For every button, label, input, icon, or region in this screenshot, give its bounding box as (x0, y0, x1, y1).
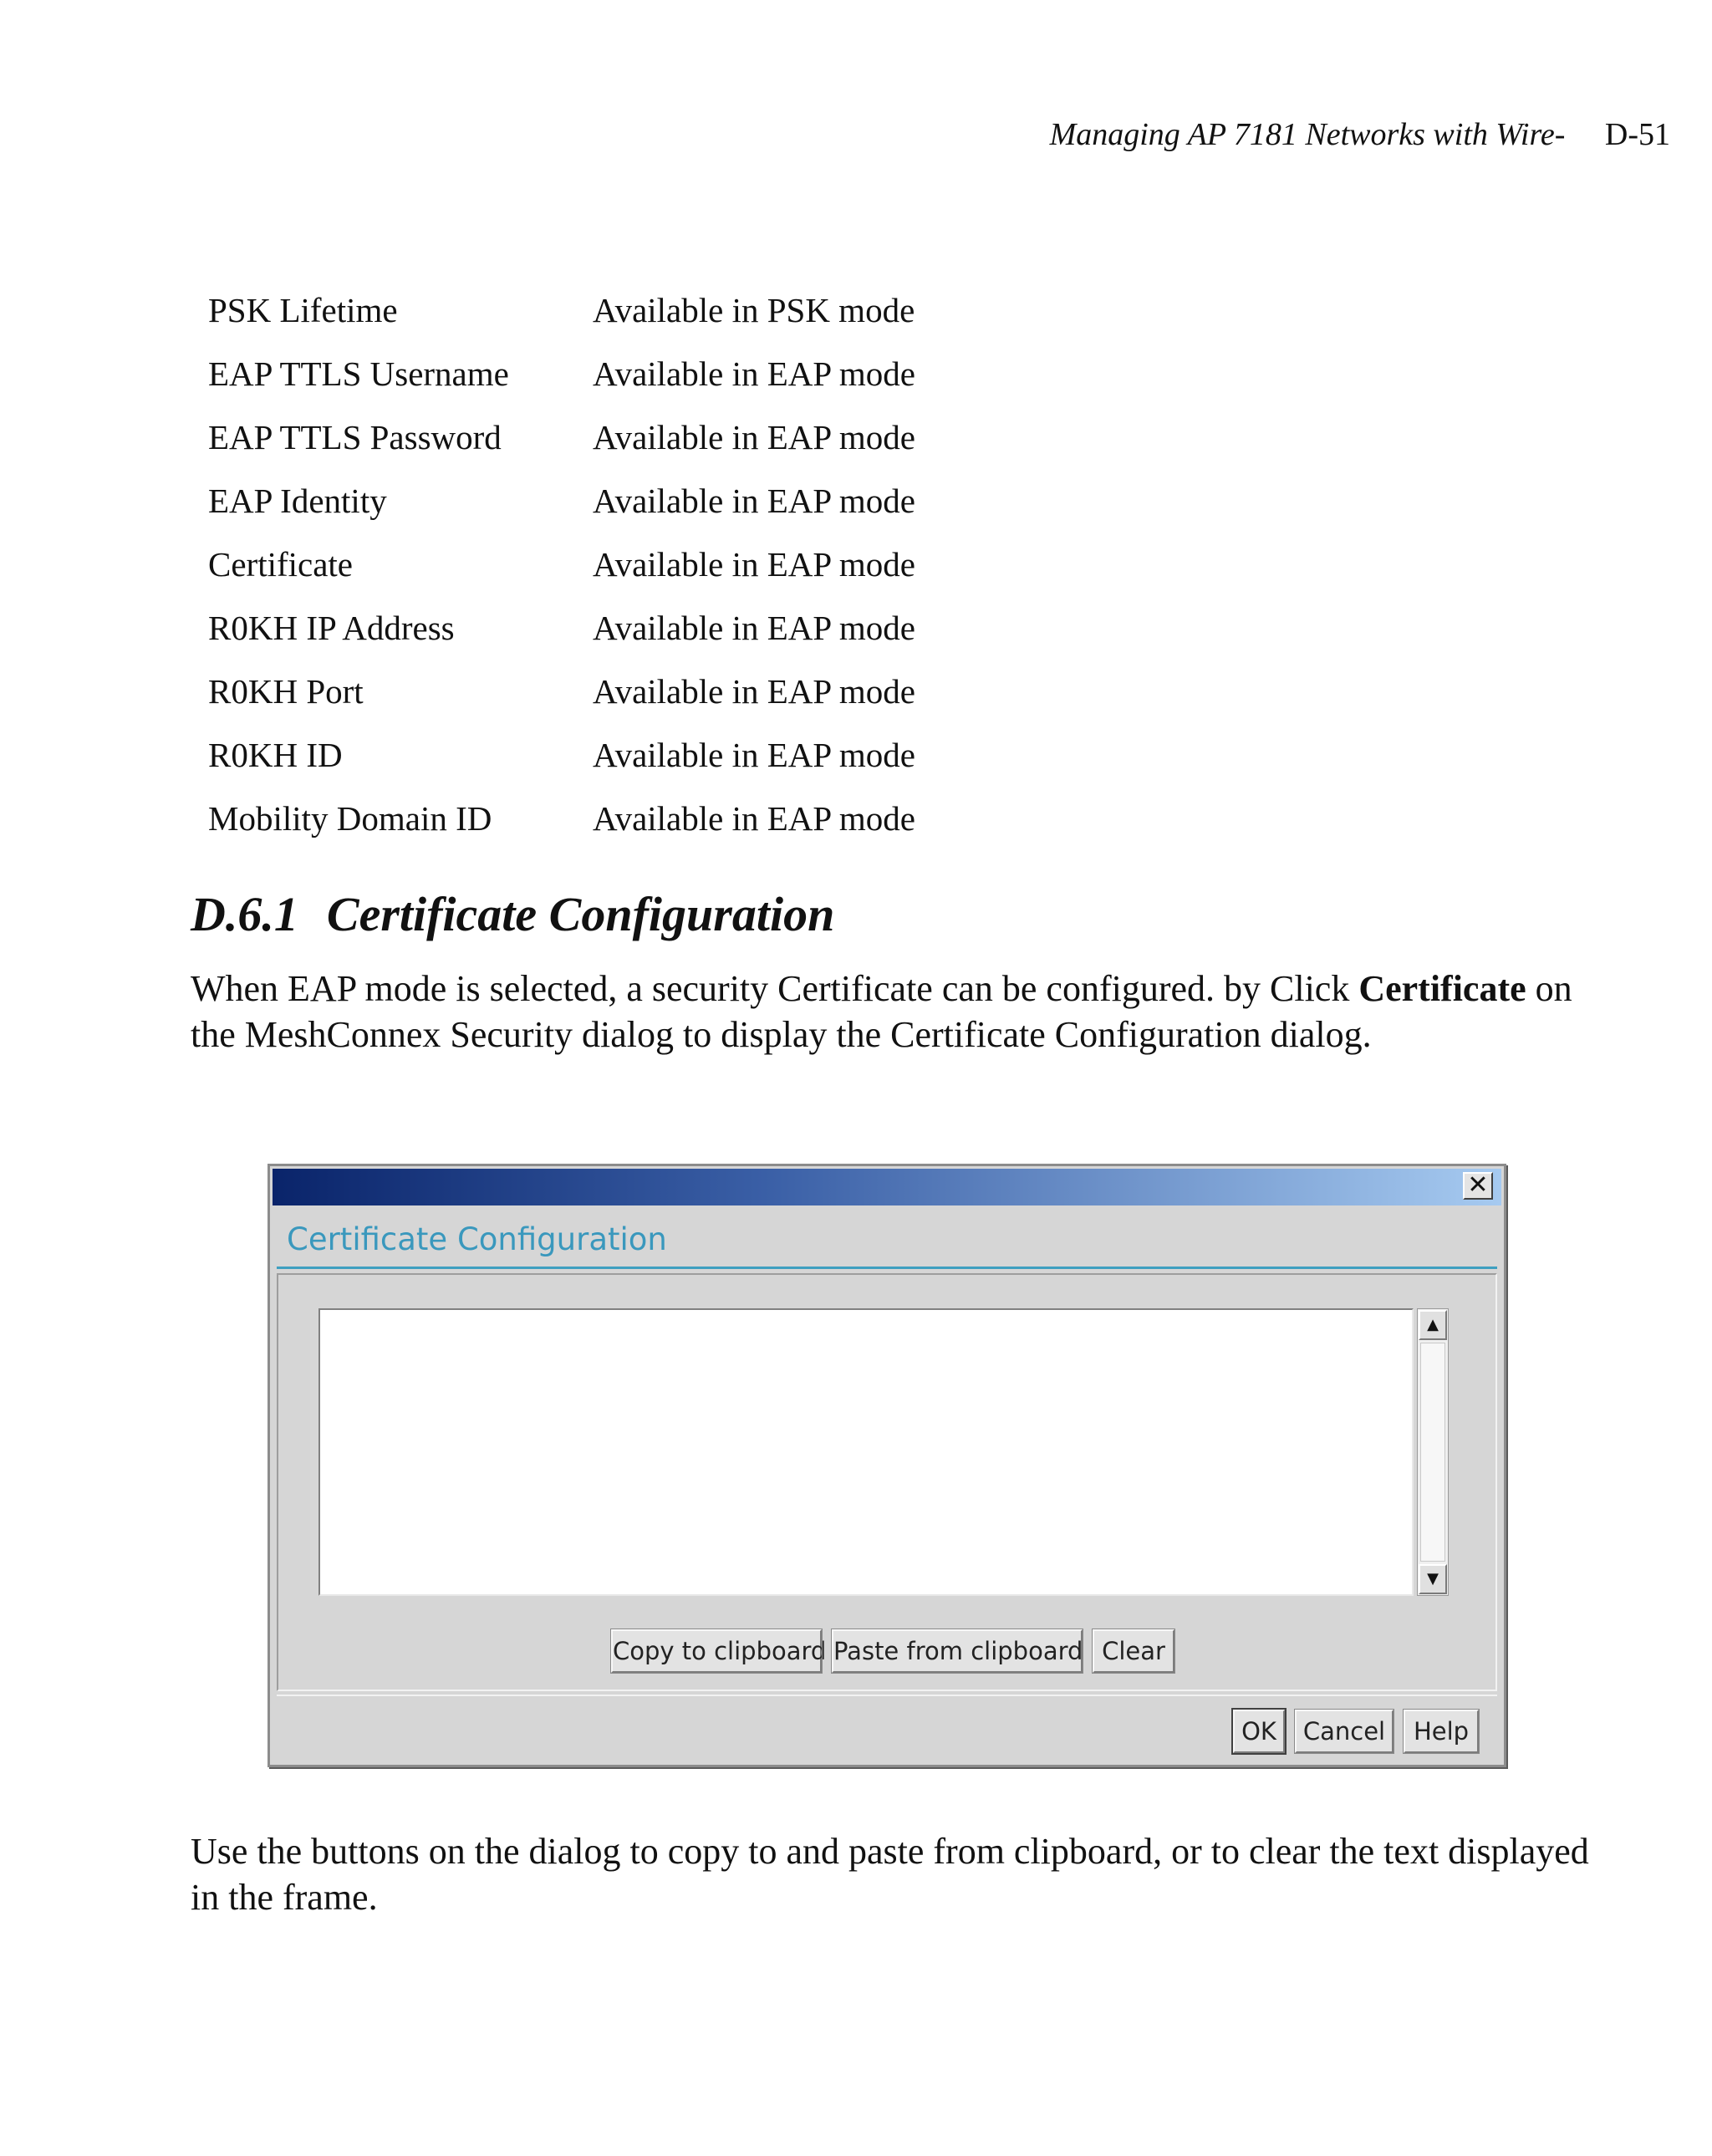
property-value: Available in EAP mode (593, 736, 915, 774)
certificate-text-area[interactable] (318, 1308, 1414, 1596)
property-name: Certificate (208, 545, 354, 584)
table-row (208, 342, 1044, 405)
panel-body (277, 1273, 1497, 1691)
running-header (1050, 114, 1670, 155)
section-heading (191, 883, 834, 946)
table-row (208, 787, 1044, 850)
table-row (208, 533, 1044, 596)
intro-text-start: When EAP mode is selected, a security Certificate can be configured. by Click (191, 968, 1359, 1009)
certificate-term: Certificate (1358, 968, 1526, 1009)
scroll-up-icon[interactable]: ▲ (1419, 1310, 1447, 1340)
cancel-button[interactable]: Cancel (1295, 1710, 1394, 1753)
help-button[interactable]: Help (1404, 1710, 1479, 1753)
table-row (208, 278, 1044, 342)
intro-paragraph (191, 966, 1595, 1058)
copy-to-clipboard-button[interactable]: Copy to clipboard (611, 1629, 822, 1673)
closing-paragraph: Use the buttons on the dialog to copy to and paste from clipboard, or to clear the text displayed in the frame. (191, 1831, 1589, 1918)
table-row (208, 723, 1044, 787)
property-name: EAP TTLS Password (208, 418, 502, 456)
vertical-scrollbar[interactable] (1417, 1308, 1449, 1596)
table-row (208, 660, 1044, 723)
property-name: R0KH IP Address (208, 609, 455, 647)
section-number: D.6.1 (191, 887, 298, 941)
property-name: PSK Lifetime (208, 291, 398, 329)
property-name: Mobility Domain ID (208, 799, 492, 838)
property-value: Available in EAP mode (593, 799, 915, 838)
panel-title: Certificate Configuration (287, 1221, 667, 1257)
intro-text-end: on the MeshConnex Security dialog to display the Certificate Configuration dialog. (191, 968, 1572, 1055)
property-value: Available in EAP mode (593, 482, 915, 520)
property-name: EAP TTLS Username (208, 354, 509, 393)
property-value: Available in EAP mode (593, 545, 915, 584)
table-row (208, 469, 1044, 533)
property-value: Available in EAP mode (593, 609, 915, 647)
property-value: Available in PSK mode (593, 291, 915, 329)
table-row (208, 405, 1044, 469)
footer-divider (277, 1695, 1497, 1696)
scroll-down-icon[interactable]: ▼ (1419, 1564, 1447, 1594)
panel-header (277, 1210, 1497, 1269)
header-title: Managing AP 7181 Networks with Wire- (1049, 117, 1566, 152)
certificate-configuration-dialog (268, 1164, 1506, 1767)
property-name: EAP Identity (208, 482, 387, 520)
close-icon[interactable]: ✕ (1463, 1172, 1493, 1200)
table-row (208, 596, 1044, 660)
property-value: Available in EAP mode (593, 354, 915, 393)
dialog-titlebar[interactable] (273, 1169, 1501, 1205)
page-number: D-51 (1604, 117, 1670, 152)
scroll-track[interactable] (1420, 1343, 1445, 1562)
paste-from-clipboard-button[interactable]: Paste from clipboard (832, 1629, 1083, 1673)
property-name: R0KH Port (208, 672, 364, 711)
ok-button[interactable]: OK (1233, 1710, 1285, 1753)
clear-button[interactable]: Clear (1093, 1629, 1174, 1673)
property-table (208, 278, 1044, 850)
property-name: R0KH ID (208, 736, 343, 774)
section-title: Certificate Configuration (326, 887, 835, 941)
property-value: Available in EAP mode (593, 418, 915, 456)
property-value: Available in EAP mode (593, 672, 915, 711)
